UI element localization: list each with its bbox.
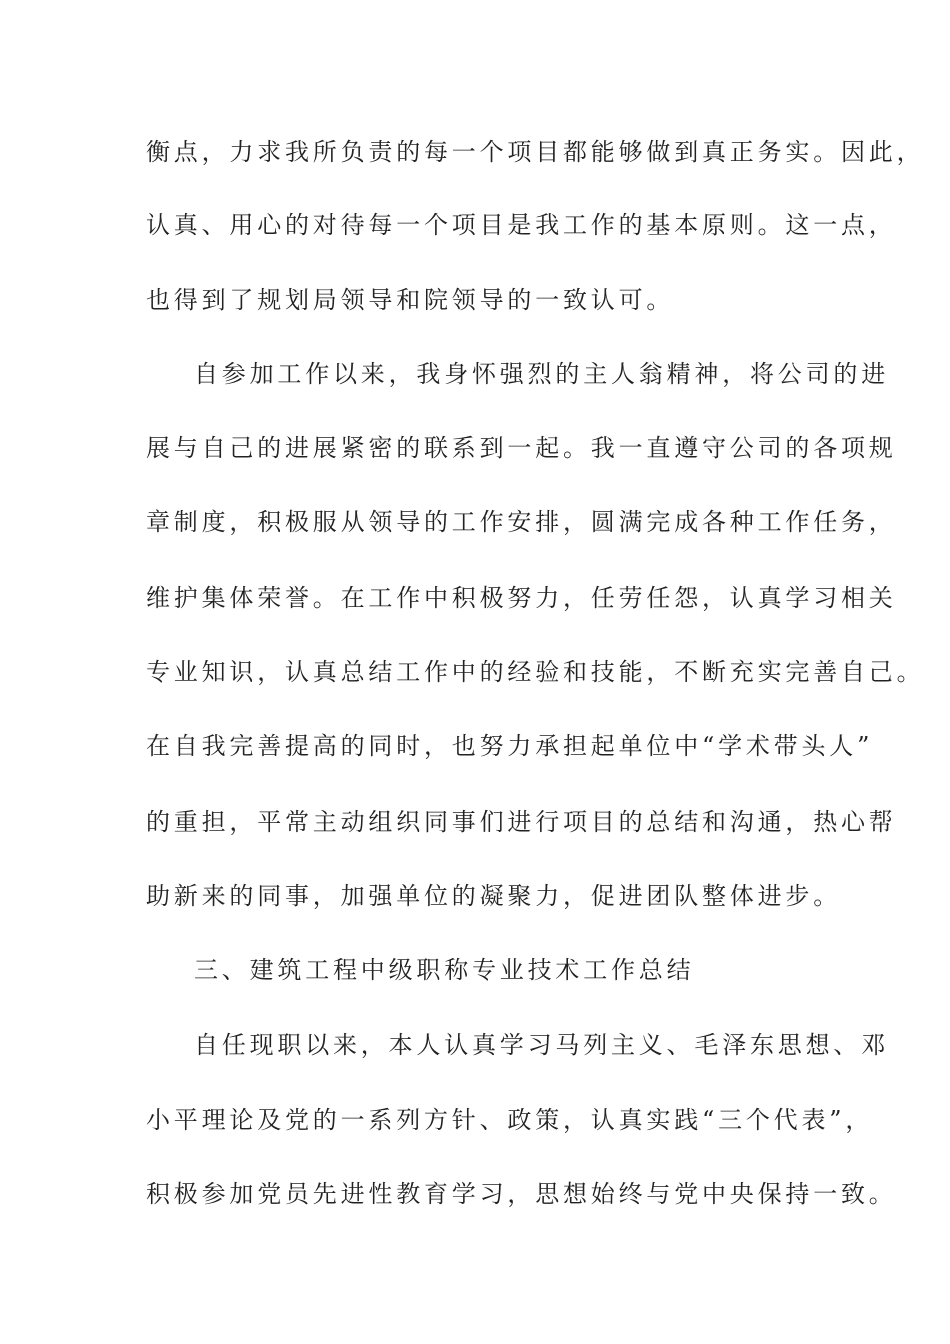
text-line-9: 在自我完善提高的同时，也努力承担起单位中“学术带头人” <box>146 732 874 760</box>
text-line-2: 认真、用心的对待每一个项目是我工作的基本原则。这一点， <box>146 211 897 239</box>
section-heading: 三、建筑工程中级职称专业技术工作总结 <box>194 956 695 984</box>
text-line-3: 也得到了规划局领导和院领导的一致认可。 <box>146 286 675 314</box>
text-line-15: 积极参加党员先进性教育学习，思想始终与党中央保持一致。 <box>146 1180 897 1208</box>
paragraph-start-line: 自参加工作以来，我身怀强烈的主人翁精神，将公司的进 <box>194 360 889 388</box>
text-line-10: 的重担，平常主动组织同事们进行项目的总结和沟通，热心帮 <box>146 808 897 836</box>
text-line-6: 章制度，积极服从领导的工作安排，圆满完成各种工作任务， <box>146 508 897 536</box>
text-line-7: 维护集体荣誉。在工作中积极努力，任劳任怨，认真学习相关 <box>146 584 897 612</box>
text-line-11: 助新来的同事，加强单位的凝聚力，促进团队整体进步。 <box>146 882 841 910</box>
paragraph-start-line: 自任现职以来，本人认真学习马列主义、毛泽东思想、邓 <box>194 1031 889 1059</box>
text-line-14: 小平理论及党的一系列方针、政策，认真实践“三个代表”， <box>146 1106 874 1134</box>
text-line-1: 衡点，力求我所负责的每一个项目都能够做到真正务实。因此， <box>146 138 925 166</box>
text-line-8: 专业知识，认真总结工作中的经验和技能，不断充实完善自己。 <box>146 658 925 686</box>
text-line-5: 展与自己的进展紧密的联系到一起。我一直遵守公司的各项规 <box>146 434 897 462</box>
